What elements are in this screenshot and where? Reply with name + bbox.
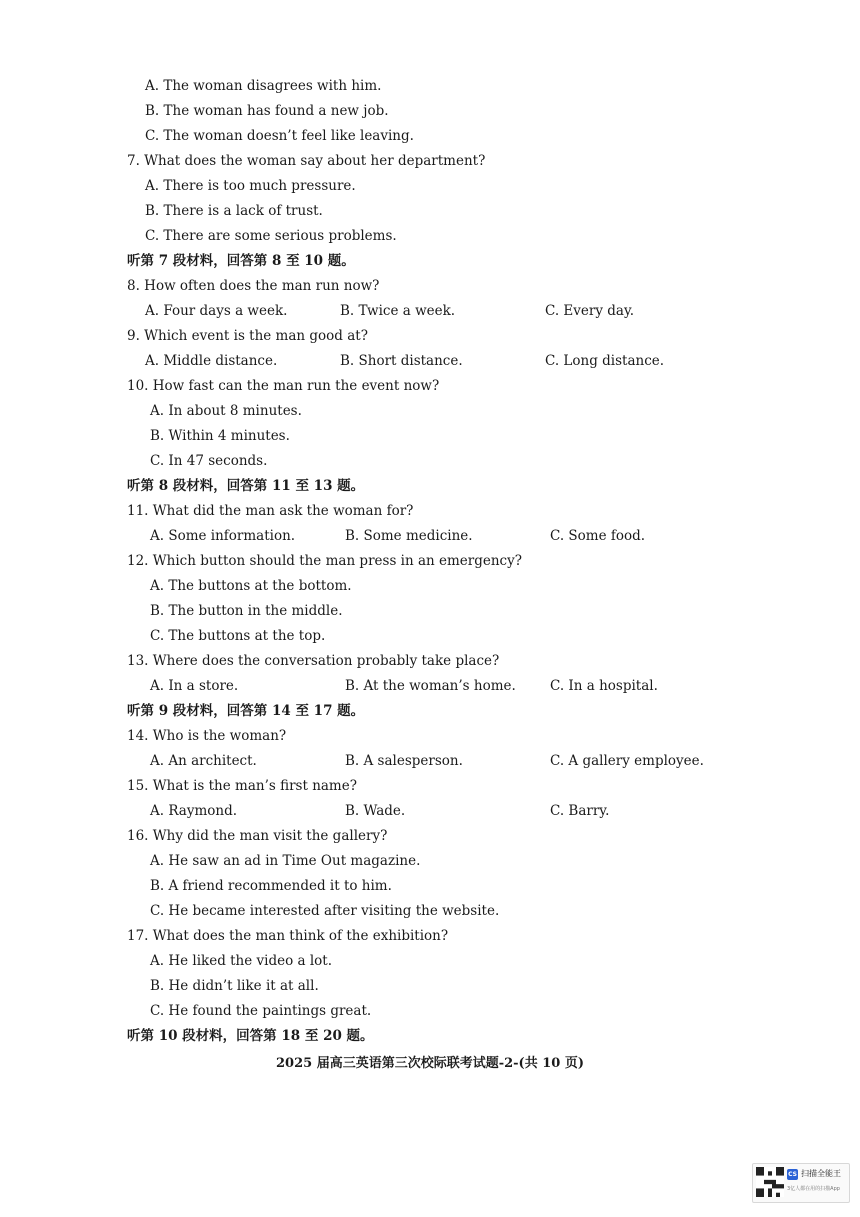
- line-text: A. He liked the video a lot.: [150, 953, 333, 969]
- scanner-logo: CS: [788, 1171, 797, 1178]
- line-text: A. The woman disagrees with him.: [145, 78, 382, 94]
- line-text: 听第 9 段材料，回答第 14 至 17 题。: [127, 703, 365, 719]
- line-text: A. He saw an ad in Time Out magazine.: [150, 853, 421, 869]
- line-text: B. A friend recommended it to him.: [150, 878, 392, 894]
- line-text: C. Barry.: [550, 803, 610, 819]
- line-text: 17. What does the man think of the exhibition?: [127, 928, 449, 944]
- line-text: C. The buttons at the top.: [150, 628, 326, 644]
- line-text: C. Every day.: [545, 303, 635, 319]
- line-text: A. An architect.: [150, 753, 257, 769]
- line-text: C. He found the paintings great.: [150, 1003, 372, 1019]
- line-text: 9. Which event is the man good at?: [127, 328, 368, 344]
- line-text: 16. Why did the man visit the gallery?: [127, 828, 388, 844]
- line-text: B. The button in the middle.: [150, 603, 343, 619]
- line-text: C. A gallery employee.: [550, 753, 704, 769]
- line-text: A. Some information.: [150, 528, 296, 544]
- line-text: 14. Who is the woman?: [127, 728, 287, 744]
- line-text: 7. What does the woman say about her department?: [127, 153, 486, 169]
- line-text: B. Short distance.: [340, 353, 463, 369]
- line-text: 13. Where does the conversation probably take place?: [127, 653, 500, 669]
- line-text: 听第 7 段材料，回答第 8 至 10 题。: [127, 253, 355, 269]
- line-text: B. A salesperson.: [345, 753, 463, 769]
- line-text: B. Within 4 minutes.: [150, 428, 290, 444]
- line-text: 听第 10 段材料，回答第 18 至 20 题。: [127, 1028, 374, 1044]
- line-text: 听第 8 段材料，回答第 11 至 13 题。: [127, 478, 365, 494]
- line-text: C. Some food.: [550, 528, 646, 544]
- line-text: B. He didn’t like it at all.: [150, 978, 319, 994]
- line-text: 8. How often does the man run now?: [127, 278, 380, 294]
- line-text: C. In a hospital.: [550, 678, 658, 694]
- line-text: A. There is too much pressure.: [145, 178, 356, 194]
- line-text: B. There is a lack of trust.: [145, 203, 323, 219]
- page-footer: 2025 届高三英语第三次校际联考试题-2-(共 10 页): [276, 1056, 584, 1071]
- line-text: 12. Which button should the man press in an emergency?: [127, 553, 522, 569]
- line-text: B. Twice a week.: [340, 303, 456, 319]
- line-text: 15. What is the man’s first name?: [127, 778, 357, 794]
- line-text: C. The woman doesn’t feel like leaving.: [145, 128, 414, 144]
- qr-code-icon: [756, 1167, 784, 1197]
- line-text: A. In about 8 minutes.: [150, 403, 302, 419]
- line-text: A. Four days a week.: [145, 303, 288, 319]
- scanner-watermark: [752, 1163, 850, 1203]
- line-text: C. There are some serious problems.: [145, 228, 397, 244]
- line-text: C. He became interested after visiting the website.: [150, 903, 500, 919]
- line-text: A. Raymond.: [150, 803, 238, 819]
- scanner-tagline: 3亿人都在用的扫描App: [787, 1186, 840, 1192]
- line-text: 10. How fast can the man run the event now?: [127, 378, 440, 394]
- line-text: A. The buttons at the bottom.: [150, 578, 352, 594]
- line-text: B. At the woman’s home.: [345, 678, 516, 694]
- line-text: B. The woman has found a new job.: [145, 103, 389, 119]
- line-text: A. Middle distance.: [145, 353, 278, 369]
- scanner-brand: 扫描全能王: [801, 1169, 841, 1178]
- line-text: C. In 47 seconds.: [150, 453, 268, 469]
- line-text: B. Wade.: [345, 803, 406, 819]
- line-text: 11. What did the man ask the woman for?: [127, 503, 414, 519]
- line-text: B. Some medicine.: [345, 528, 473, 544]
- line-text: C. Long distance.: [545, 353, 665, 369]
- line-text: A. In a store.: [150, 678, 239, 694]
